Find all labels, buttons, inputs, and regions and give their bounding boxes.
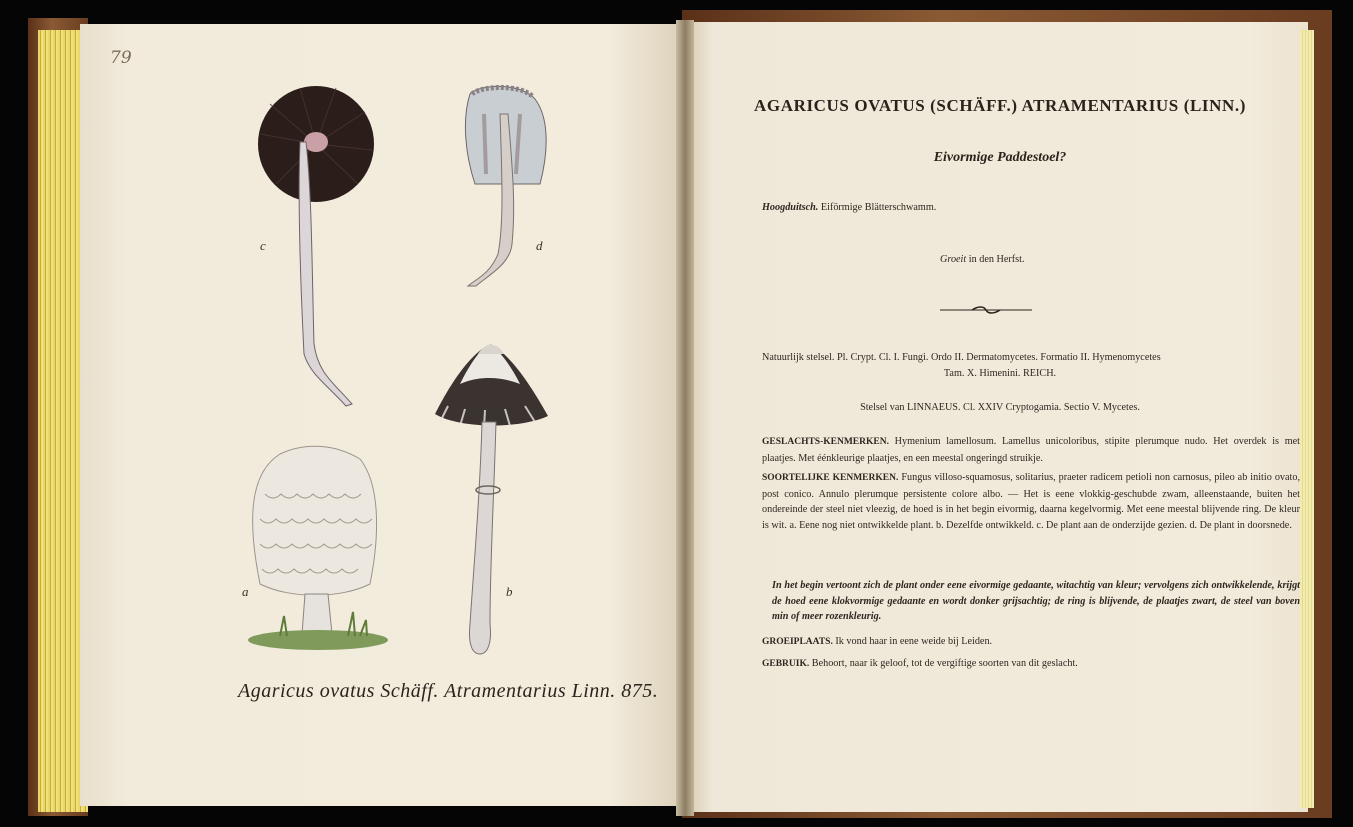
groeit-text: in den Herfst.	[968, 254, 1025, 265]
ornamental-rule	[940, 306, 1032, 314]
gebruik-label: GEBRUIK.	[762, 659, 810, 669]
page-subtitle: Eivormige Paddestoel?	[933, 150, 1067, 165]
soortelijke-paragraph	[762, 470, 1300, 533]
gebruik-text: Behoort, naar ik geloof, tot de vergiftige soorten van dit geslacht.	[811, 658, 1078, 669]
groeiplaats-text: Ik vond haar in eene weide bij Leiden.	[835, 636, 993, 647]
mushroom-illustrations	[80, 24, 680, 684]
figure-b-mature	[435, 344, 548, 654]
figure-letter-a: a	[242, 584, 249, 599]
figure-letter-d: d	[536, 238, 543, 253]
page-number: 79	[110, 48, 132, 68]
plate-caption: Agaricus ovatus Schäff. Atramentarius Linn. 875.	[238, 680, 659, 702]
right-page	[688, 22, 1308, 812]
italic-description: In het begin vertoont zich de plant onder eene eivormige gedaante, witachtig van kleur; vervolgens zich ontwikkelende, krijgt de hoed eene klokvormige gedaante en wordt donker grijsachtig; de ring is blijvende, de plaatjes zwart, de steel van boven min of meer rozenkleurig.	[772, 580, 1300, 622]
geslachts-label: GESLACHTS-KENMERKEN.	[762, 437, 889, 447]
hoogduitsch-text: Eiförmige Blätterschwamm.	[820, 202, 937, 213]
groeit-line	[940, 252, 1025, 268]
natuurlijk-stelsel-2: Tam. X. Himenini. REICH.	[943, 368, 1057, 379]
groeiplaats-label: GROEIPLAATS.	[762, 637, 833, 647]
gebruik-line	[762, 656, 1078, 673]
hoogduitsch-line	[762, 200, 936, 216]
groeit-label: Groeit	[940, 254, 967, 265]
figure-a-young	[248, 446, 388, 650]
natuurlijk-stelsel-1: Natuurlijk stelsel. Pl. Crypt. Cl. I. Fungi. Ordo II. Dermatomycetes. Formatio II. Hymenomycetes	[762, 352, 1161, 363]
page-edges-right	[1300, 30, 1314, 808]
page-title: AGARICUS OVATUS (SCHÄFF.) ATRAMENTARIUS (LINN.)	[754, 96, 1246, 115]
geslachts-text: Hymenium lamellosum. Lamellus unicoloribus, stipite plerumque nudo. Het overdek is met plaatjes. Met éénkleurige plaatjes, en een meestal ongeringd struikje.	[762, 436, 1301, 464]
figure-c-underside	[258, 86, 374, 406]
soortelijke-text: Fungus villoso-squamosus, solitarius, praeter radicem petioli non carnosus, pileo ab initio ovato, post conico. Annulo plerumque persistente colore albo. — Het is eene vlokkig-geschubde zwam, alleenstaande, buiten het ondereinde der steel niet vleezig, de hoed is in het begin eivormig, daarna kegelvormig. Met eene meestal blijvende ring. De kleur is wit. a. Eene nog niet ontwikkelde plant. b. Dezelfde ontwikkeld. c. De plant aan de onderzijde gezien. d. De plant in doorsnede.	[762, 472, 1301, 531]
groeiplaats-line	[762, 634, 992, 651]
geslachts-paragraph	[762, 434, 1300, 466]
soortelijke-label: SOORTELIJKE KENMERKEN.	[762, 473, 899, 483]
figure-letter-c: c	[260, 238, 266, 253]
figure-letter-b: b	[506, 584, 513, 599]
linnaeus-line: Stelsel van LINNAEUS. Cl. XXIV Cryptogamia. Sectio V. Mycetes.	[860, 402, 1140, 413]
hoogduitsch-label: Hoogduitsch.	[762, 202, 819, 213]
figure-d-section	[465, 86, 546, 286]
